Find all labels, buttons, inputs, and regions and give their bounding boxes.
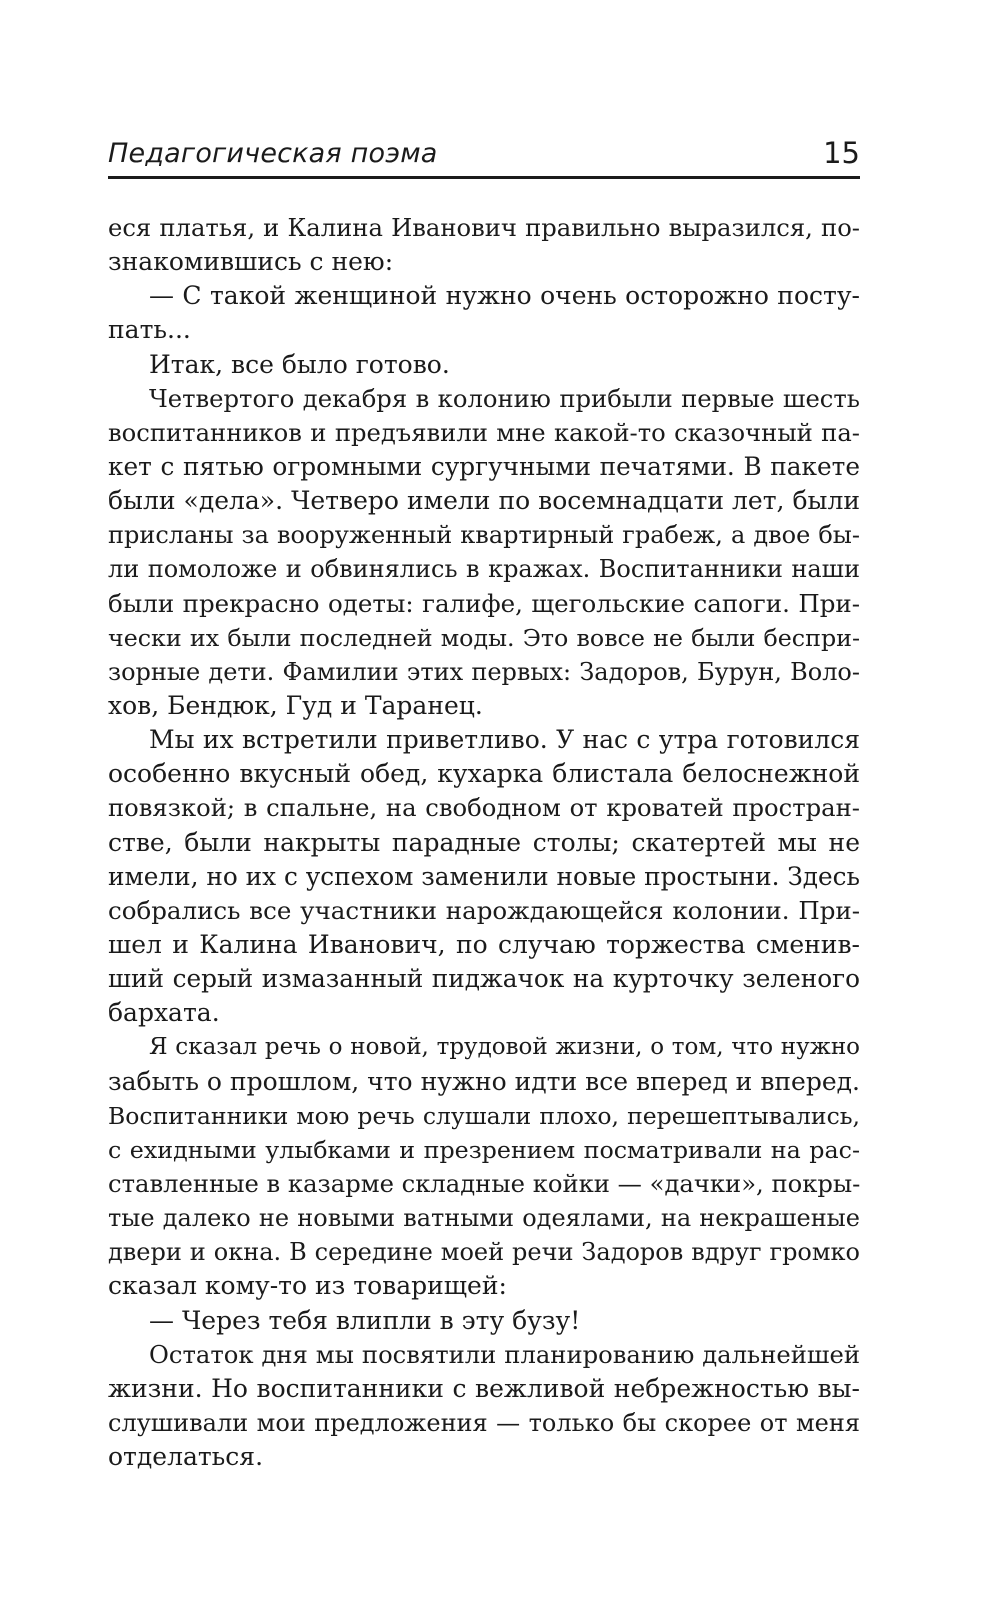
text-line: бархата. [108,998,220,1028]
text-line: жизни. Но воспитанники с вежливой небрежностью вы- [108,1373,860,1403]
text-line: воспитанников и предъявили мне какой-то сказочный па- [108,417,860,447]
text-line: двери и окна. В середине моей речи Задоров вдруг громко [108,1238,860,1267]
text-line: с ехидными улыбками и презрением посматривали на рас- [108,1135,860,1164]
text-line: еся платья, и Калина Иванович правильно выразился, по- [108,213,860,242]
text-line: собрались все участники нарождающейся колонии. При- [108,895,860,925]
text-line: — С такой женщиной нужно очень осторожно посту- [149,281,860,311]
text-line: Итак, все было готово. [149,349,450,379]
text-line: слушивали мои предложения — только бы скорее от меня [108,1408,860,1437]
text-line: отделаться. [108,1442,264,1472]
text-line: Мы их встретили приветливо. У нас с утра готовился [149,725,860,755]
text-line: — Через тебя влипли в эту бузу! [149,1305,581,1335]
text-line: Воспитанники мою речь слушали плохо, перешептывались, [108,1101,860,1130]
text-line: тые далеко не новыми ватными одеялами, на некрашеные [108,1204,860,1233]
text-line: ставленные в казарме складные койки — «дачки», покры- [108,1168,861,1198]
text-line: пать... [108,315,191,345]
text-line: зорные дети. Фамилии этих первых: Задоров, Бурун, Воло- [108,657,860,686]
text-line: Остаток дня мы посвятили планированию дальнейшей [149,1339,860,1369]
text-line: кет с пятью огромными сургучными печатями. В пакете [108,451,860,481]
page-number: 15 [823,136,860,170]
text-line: присланы за вооруженный квартирный грабеж, а двое бы- [108,521,860,550]
text-line: забыть о прошлом, что нужно идти все вперед и вперед. [108,1066,860,1096]
running-header [108,132,860,179]
text-line: были прекрасно одеты: галифе, щегольские сапоги. При- [108,588,860,618]
text-line: Четвертого декабря в колонию прибыли первые шесть [149,383,860,413]
text-line: чески их были последней моды. Это вовсе не были беспри- [108,623,860,652]
text-line: знакомившись с нею: [108,247,394,277]
text-line: были «дела». Четверо имели по восемнадцати лет, были [108,486,860,516]
body-text [108,211,860,1474]
running-title: Педагогическая поэма [108,138,438,169]
text-line: стве, были накрыты парадные столы; скатертей мы не [108,827,860,857]
text-line: хов, Бендюк, Гуд и Таранец. [108,690,483,720]
text-line: ли помоложе и обвинялись в кражах. Воспитанники наши [108,555,860,584]
text-line: ший серый измазанный пиджачок на курточку зеленого [108,964,860,994]
text-line: сказал кому-то из товарищей: [108,1271,507,1301]
text-line: имели, но их с успехом заменили новые простыни. Здесь [108,861,860,891]
text-line: шел и Калина Иванович, по случаю торжества сменив- [108,929,860,959]
text-line: повязкой; в спальне, на свободном от кроватей простран- [108,793,860,823]
text-line: особенно вкусный обед, кухарка блистала белоснежной [108,759,860,789]
text-line: Я сказал речь о новой, трудовой жизни, о том, что нужно [149,1034,860,1061]
